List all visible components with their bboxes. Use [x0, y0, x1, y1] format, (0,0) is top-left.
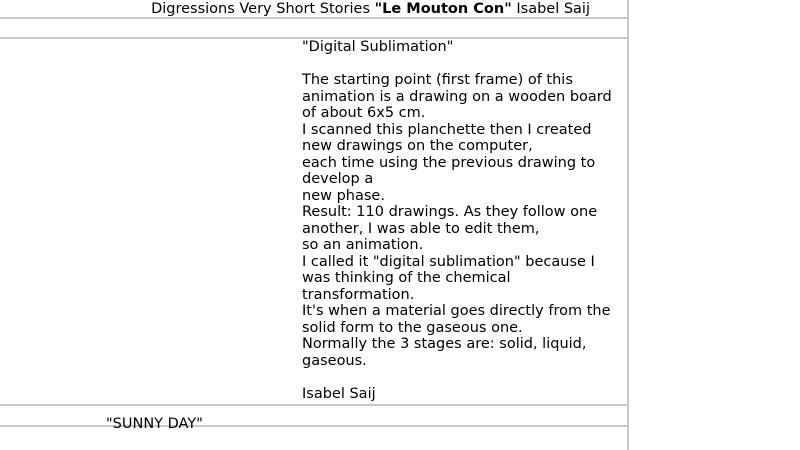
- header-divider: [0, 17, 629, 19]
- story-line: each time using the previous drawing to develop a: [302, 154, 596, 187]
- story-line: The starting point (first frame) of this animation is a drawing on a wooden board of about 6x5 cm.: [302, 72, 612, 121]
- story-line: It's when a material goes directly from the solid form to the gaseous one.: [302, 303, 611, 336]
- story-line: so an animation.: [302, 237, 424, 253]
- header-prefix: Digressions Very Short Stories: [151, 1, 375, 17]
- header-author: Isabel Saij: [511, 1, 590, 17]
- story-line: new phase.: [302, 187, 385, 204]
- row-divider: [0, 404, 629, 406]
- story-line: I called it "digital sublimation" because I was thinking of the chemical transformation.: [302, 253, 595, 303]
- page-header: [0, 0, 590, 18]
- story-line: I scanned this planchette then I created new drawings on the computer,: [302, 121, 592, 154]
- vertical-divider: [627, 0, 629, 450]
- story-signature: Isabel Saij: [302, 385, 376, 402]
- story-body: [302, 39, 612, 402]
- story-title: "Digital Sublimation": [302, 39, 454, 55]
- story-line: Result: 110 drawings. As they follow one another, I was able to edit them,: [302, 204, 598, 237]
- next-story-title: "SUNNY DAY": [106, 416, 203, 432]
- header-book-title: "Le Mouton Con": [374, 1, 512, 17]
- row-divider: [0, 425, 629, 427]
- story-line: Normally the 3 stages are: solid, liquid, gaseous.: [302, 336, 587, 369]
